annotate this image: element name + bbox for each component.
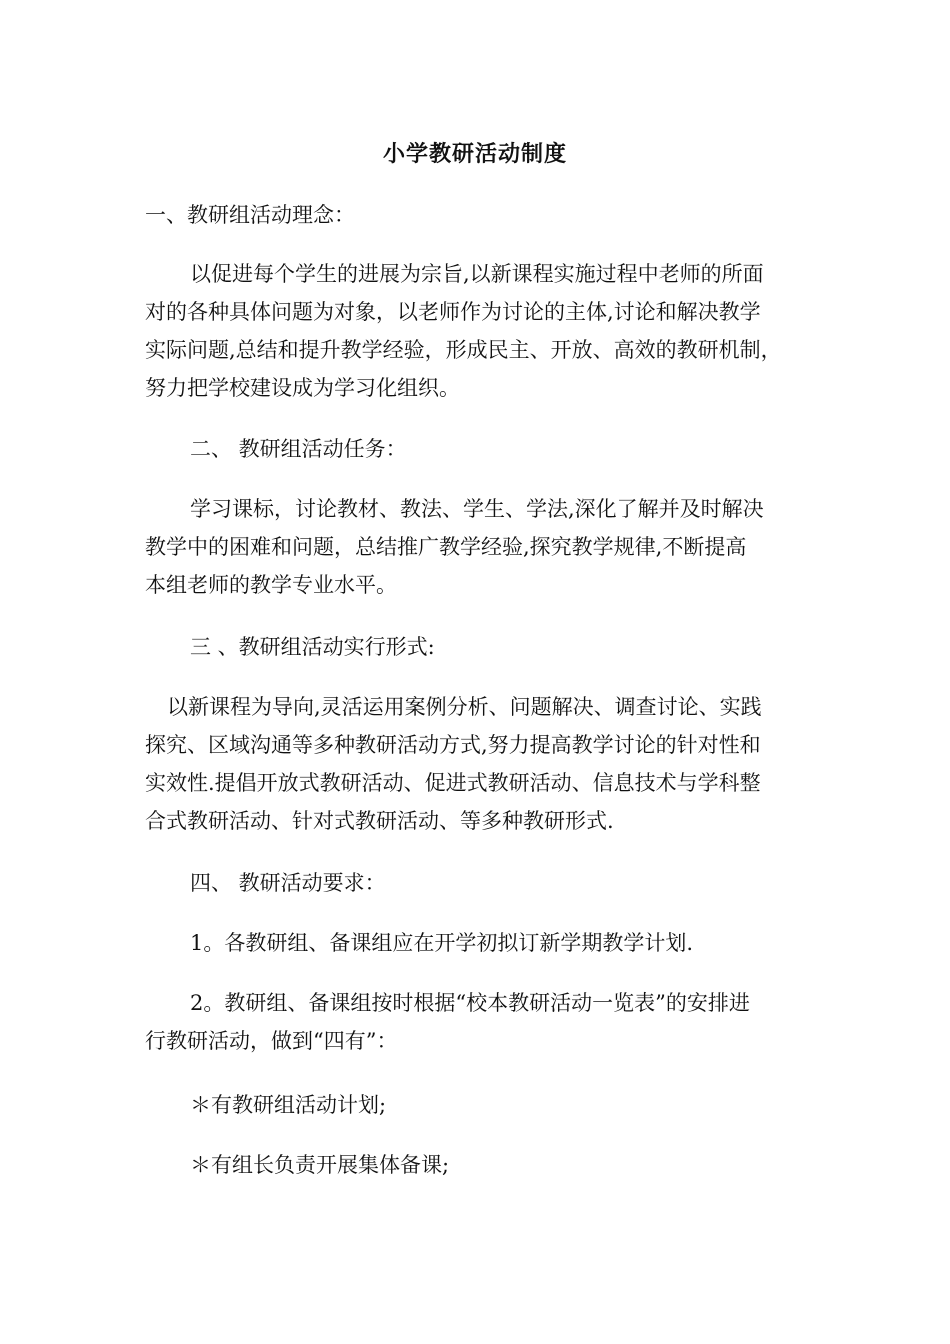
list-item: 2。教研组、备课组按时根据“校本教研活动一览表”的安排进 [190, 991, 750, 1015]
paragraph-line: 探究、区域沟通等多种教研活动方式,努力提高教学讨论的针对性和 [145, 733, 761, 757]
section-heading: 一、教研组活动理念： [145, 203, 355, 227]
section1-heading [145, 196, 810, 234]
bullet-item: ＊有组长负责开展集体备课; [190, 1153, 450, 1177]
section1-paragraph [145, 255, 810, 407]
list-item: 行教研活动，做到“四有”： [145, 1029, 398, 1053]
paragraph-line: 合式教研活动、针对式教研活动、等多种教研形式. [145, 809, 614, 833]
section-heading: 三 、教研组活动实行形式: [190, 635, 435, 659]
section4-bullet2 [145, 1146, 810, 1184]
section2-paragraph [145, 490, 810, 604]
section4-item1 [145, 924, 810, 962]
section-heading: 二、 教研组活动任务： [190, 437, 407, 461]
paragraph-line: 以促进每个学生的进展为宗旨,以新课程实施过程中老师的所面 [190, 262, 764, 286]
paragraph-line: 本组老师的教学专业水平。 [145, 573, 397, 597]
paragraph-line: 对的各种具体问题为对象，以老师作为讨论的主体,讨论和解决教学 [145, 300, 761, 324]
paragraph-line: 实际问题,总结和提升教学经验，形成民主、开放、高效的教研机制， [145, 338, 782, 362]
section3-paragraph [145, 688, 810, 840]
section2-heading [145, 430, 810, 468]
section4-bullet1 [145, 1086, 810, 1124]
paragraph-line: 实效性.提倡开放式教研活动、促进式教研活动、信息技术与学科整 [145, 771, 761, 795]
paragraph-line: 努力把学校建设成为学习化组织。 [145, 376, 460, 400]
list-item: 1。各教研组、备课组应在开学初拟订新学期教学计划. [190, 931, 694, 955]
paragraph-line: 学习课标，讨论教材、教法、学生、学法,深化了解并及时解决 [190, 497, 764, 521]
paragraph-line: 教学中的困难和问题，总结推广教学经验,探究教学规律,不断提高 [145, 535, 747, 559]
section4-item2 [145, 984, 810, 1060]
paragraph-line: 以新课程为导向,灵活运用案例分析、问题解决、调查讨论、实践 [167, 695, 762, 719]
section4-heading [145, 864, 810, 902]
section3-heading [145, 628, 810, 666]
document-title: 小学教研活动制度 [382, 141, 567, 167]
section-heading: 四、 教研活动要求： [190, 871, 386, 895]
bullet-item: ＊有教研组活动计划; [190, 1093, 387, 1117]
